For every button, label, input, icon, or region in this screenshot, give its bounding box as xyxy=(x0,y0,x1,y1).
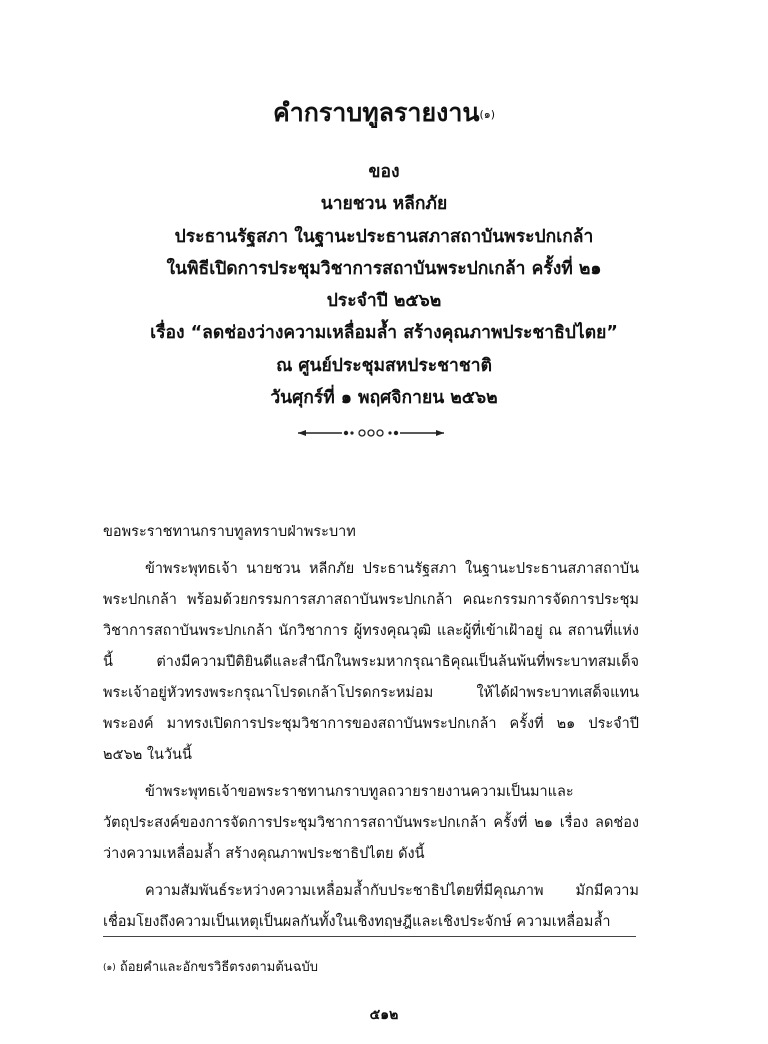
document-title xyxy=(0,96,768,130)
header-line-name: นายชวน หลีกภัย xyxy=(320,194,448,215)
header-line-date: วันศุกร์ที่ ๑ พฤศจิกายน ๒๕๖๒ xyxy=(270,388,498,409)
ornament-divider xyxy=(296,426,446,440)
salutation: ขอพระราชทานกราบทูลทราบฝ่าพระบาท xyxy=(103,524,356,540)
header-block xyxy=(0,156,768,414)
footnote-text: ถ้อยคำและอักขรวิธีตรงตามต้นฉบับ xyxy=(115,960,319,975)
page-number: ๕๑๒ xyxy=(369,1007,399,1023)
title-text: คำกราบทูลรายงาน xyxy=(272,98,480,127)
body-text xyxy=(103,518,639,944)
header-line-topic: เรื่อง “ลดช่องว่างความเหลื่อมล้ำ สร้างคุณภาพประชาธิปไตย” xyxy=(150,323,618,344)
header-line-of: ของ xyxy=(368,162,400,182)
paragraph-1: ข้าพระพุทธเจ้า นายชวน หลีกภัย ประธานรัฐสภา ในฐานะประธานสภาสถาบันพระปกเกล้า พร้อมด้วยกรรมการสภาสถาบันพระปกเกล้า คณะกรรมการจัดการประชุมวิชาการสถาบันพระปกเกล้า นักวิชาการ ผู้ทรงคุณวุฒิ และผู้ที่เข้าเฝ้าอยู่ ณ สถานที่แห่งนี้ ต่างมีความปีติยินดีและสำนึกในพระมหากรุณาธิคุณเป็นล้นพ้นที่พระบาทสมเด็จพระเจ้าอยู่หัวทรงพระกรุณาโปรดเกล้าโปรดกระหม่อม ให้ได้ฝ่าพระบาทเสด็จแทนพระองค์ มาทรงเปิดการประชุมวิชาการของสถาบันพระปกเกล้า ครั้งที่ ๒๑ ประจำปี ๒๕๖๒ ในวันนี้ xyxy=(103,561,639,763)
header-line-position: ประธานรัฐสภา ในฐานะประธานสภาสถาบันพระปกเกล้า xyxy=(174,226,594,247)
footnote xyxy=(103,958,318,978)
paragraph-3: ความสัมพันธ์ระหว่างความเหลื่อมล้ำกับประชาธิปไตยที่มีคุณภาพ มักมีความเชื่อมโยงถึงความเป็นเหตุเป็นผลกันทั้งในเชิงทฤษฎีและเชิงประจักษ์ ความเหลื่อมล้ำ xyxy=(103,883,639,930)
paragraph-2: ข้าพระพุทธเจ้าขอพระราชทานกราบทูลถวายรายงานความเป็นมาและวัตถุประสงค์ของการจัดการประชุมวิชาการสถาบันพระปกเกล้า ครั้งที่ ๒๑ เรื่อง ลดช่องว่างความเหลื่อมล้ำ สร้างคุณภาพประชาธิปไตย ดังนี้ xyxy=(103,784,639,862)
header-line-year: ประจำปี ๒๕๖๒ xyxy=(326,291,442,312)
header-line-event: ในพิธีเปิดการประชุมวิชาการสถาบันพระปกเกล้า ครั้งที่ ๒๑ xyxy=(166,258,602,279)
header-line-venue: ณ ศูนย์ประชุมสหประชาชาติ xyxy=(276,355,492,376)
title-footnote-marker: (๑) xyxy=(479,108,496,121)
footnote-rule xyxy=(103,936,636,937)
footnote-marker: (๑) xyxy=(103,963,116,973)
